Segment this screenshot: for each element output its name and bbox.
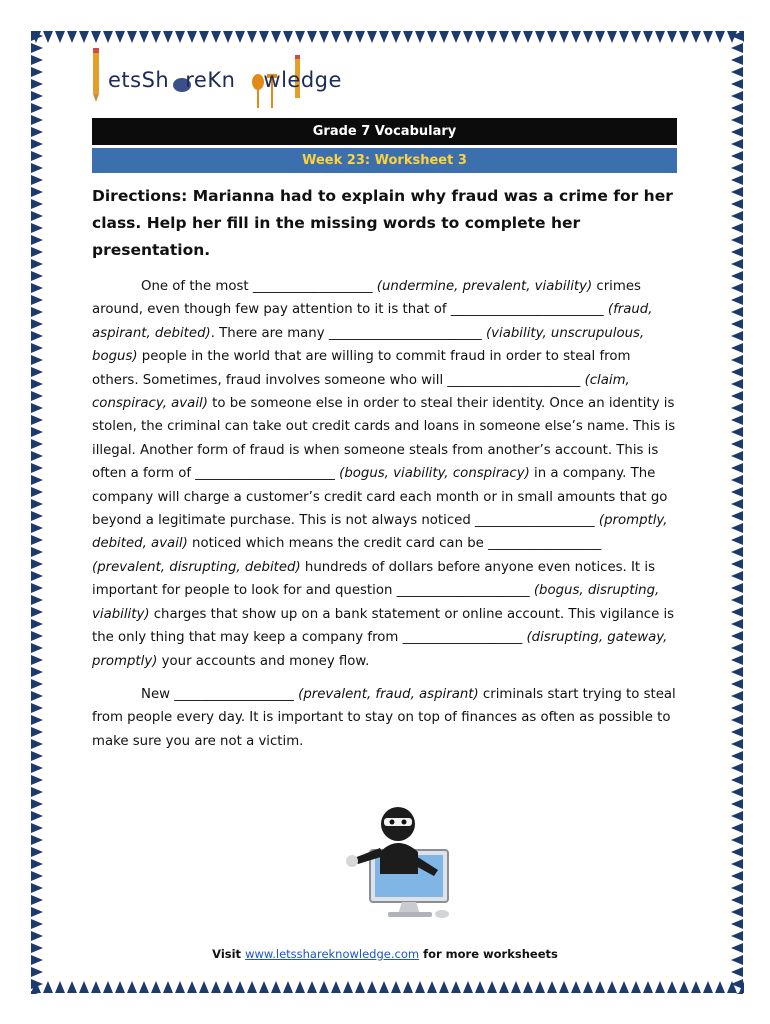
footer: Visit www.letsshareknowledge.com for more worksheets — [212, 947, 558, 961]
logo — [88, 46, 358, 116]
logo-text: etsSh reKn wledge — [108, 68, 342, 92]
border-left — [30, 30, 44, 994]
paragraph-2: New __________________ (prevalent, fraud, aspirant) criminals start trying to steal from people every day. It is important to stay on top of finances as often as possible to make sure you are not a victim. — [92, 686, 676, 749]
directions: Directions: Marianna had to explain why fraud was a crime for her class. Help her fill in the missing words to complete her presentation. — [92, 187, 673, 259]
border-top — [30, 30, 744, 44]
border-right — [730, 30, 744, 994]
worksheet-title: Grade 7 Vocabulary — [92, 118, 677, 145]
week-subtitle: Week 23: Worksheet 3 — [92, 148, 677, 173]
website-link[interactable]: www.letsshareknowledge.com — [245, 947, 420, 961]
paragraph-1: One of the most __________________ (undermine, prevalent, viability) crimes around, even though few pay attention to it is that of _______________________ (fraud, aspirant, debited). There are many _______________________ (viability, unscrupulous, bogus) people in the world that are willing to commit fraud in order to steal from others. Sometimes, fraud involves someone who will ____________________ (claim, conspiracy, avail) to be someone else in order to steal their identity. Once an identity is stolen, the criminal can take out credit cards and loans in someone else’s name. This is illegal. Another form of fraud is when someone steals from another’s account. This is often a form of _____________________ (bogus, viability, conspiracy) in a company. The company will charge a customer’s credit card each month or in small amounts that go beyond a legitimate purchase. This is not always noticed __________________ (promptly, debited, avail) noticed which means the credit card can be _________________ (prevalent, disrupting, debited) hundreds of dollars before anyone even notices. It is important for people to look for and question ____________________ (bogus, disrupting, viability) charges that show up on a bank statement or online account. This vigilance is the only thing that may keep a company from __________________ (disrupting, gateway, promptly) your accounts and money flow. — [92, 279, 676, 669]
thief-computer-illustration — [340, 804, 460, 922]
passage — [92, 275, 677, 753]
border-bottom — [30, 980, 744, 994]
